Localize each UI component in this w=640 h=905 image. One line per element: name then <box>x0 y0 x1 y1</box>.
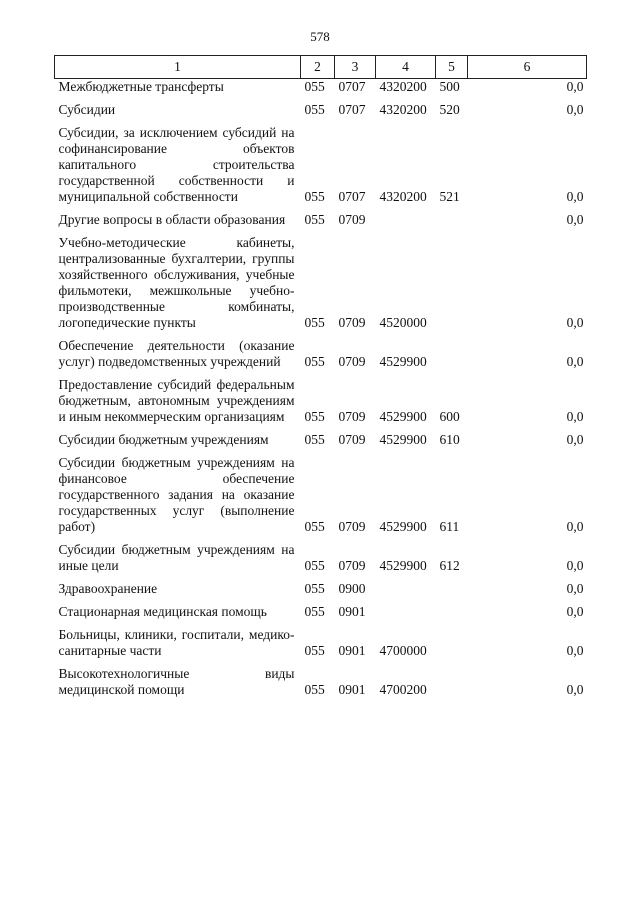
col-2-cell: 055 <box>304 519 325 534</box>
table-row <box>55 125 587 205</box>
row-spacer-cell <box>55 574 587 581</box>
col-4-cell <box>376 212 436 228</box>
row-spacer-cell <box>55 620 587 627</box>
col-3-cell: 0901 <box>338 604 366 619</box>
col-4-cell: 4320200 <box>379 189 427 204</box>
col-2-cell: 055 <box>304 604 325 619</box>
row-name-cell: Здравоохранение <box>58 581 158 596</box>
table-row <box>55 666 587 698</box>
col-5-cell: 500 <box>439 79 460 94</box>
row-spacer <box>55 574 587 581</box>
col-3-cell: 0707 <box>338 189 366 204</box>
amount-cell: 0,0 <box>566 643 584 658</box>
col-3-cell: 0709 <box>338 558 366 573</box>
col-5-cell: 520 <box>439 102 460 117</box>
col-3-cell: 0709 <box>338 519 366 534</box>
row-name-cell: Другие вопросы в области образования <box>58 212 286 227</box>
table-row <box>55 102 587 118</box>
header-col-6: 6 <box>468 56 587 79</box>
table-row <box>55 377 587 425</box>
table-body <box>55 79 587 699</box>
row-name-cell: Субсидии <box>58 102 116 117</box>
col-2-cell: 055 <box>304 643 325 658</box>
row-spacer <box>55 425 587 432</box>
col-5-cell: 521 <box>439 189 460 204</box>
header-col-4: 4 <box>376 56 436 79</box>
col-5-cell <box>436 666 468 698</box>
col-4-cell: 4529900 <box>379 354 427 369</box>
table-row <box>55 604 587 620</box>
row-name-cell: Высокотехнологичные виды медицинской помощи <box>58 666 295 697</box>
amount-cell: 0,0 <box>566 604 584 619</box>
row-name-cell: Субсидии бюджетным учреждениям на финансовое обеспечение государственного задания на оказание государственных услуг (выполнение работ) <box>58 455 295 534</box>
row-spacer-cell <box>55 535 587 542</box>
row-spacer-cell <box>55 448 587 455</box>
col-2-cell: 055 <box>304 682 325 697</box>
col-2-cell: 055 <box>304 189 325 204</box>
col-5-cell <box>436 581 468 597</box>
col-4-cell: 4529900 <box>379 558 427 573</box>
row-spacer <box>55 331 587 338</box>
col-5-cell <box>436 627 468 659</box>
amount-cell: 0,0 <box>566 79 584 94</box>
col-4-cell: 4520000 <box>379 315 427 330</box>
col-3-cell: 0709 <box>338 432 366 447</box>
row-name-cell: Предоставление субсидий федеральным бюджетным, автономным учреждениям и иным некоммерческим организациям <box>58 377 295 424</box>
row-name-cell: Больницы, клиники, госпитали, медико-санитарные части <box>58 627 295 658</box>
col-2-cell: 055 <box>304 409 325 424</box>
row-spacer-cell <box>55 205 587 212</box>
col-2-cell: 055 <box>304 354 325 369</box>
row-spacer-cell <box>55 425 587 432</box>
table-row <box>55 455 587 535</box>
header-col-1: 1 <box>55 56 301 79</box>
table-row <box>55 79 587 96</box>
amount-cell: 0,0 <box>566 315 584 330</box>
row-spacer-cell <box>55 659 587 666</box>
row-name-cell: Стационарная медицинская помощь <box>58 604 267 619</box>
col-2-cell: 055 <box>304 102 325 117</box>
budget-table <box>54 55 587 698</box>
col-3-cell: 0901 <box>338 682 366 697</box>
col-4-cell: 4320200 <box>379 79 427 94</box>
col-5-cell: 600 <box>439 409 460 424</box>
col-3-cell: 0900 <box>338 581 366 596</box>
amount-cell: 0,0 <box>566 432 584 447</box>
row-spacer <box>55 370 587 377</box>
row-spacer <box>55 535 587 542</box>
row-spacer-cell <box>55 118 587 125</box>
col-5-cell: 610 <box>439 432 460 447</box>
col-2-cell: 055 <box>304 558 325 573</box>
header-col-2: 2 <box>301 56 335 79</box>
row-spacer-cell <box>55 331 587 338</box>
amount-cell: 0,0 <box>566 189 584 204</box>
col-3-cell: 0707 <box>338 79 366 94</box>
table-row <box>55 338 587 370</box>
col-5-cell: 612 <box>439 558 460 573</box>
row-spacer <box>55 659 587 666</box>
row-spacer-cell <box>55 95 587 102</box>
amount-cell: 0,0 <box>566 682 584 697</box>
table-row <box>55 542 587 574</box>
header-col-3: 3 <box>335 56 376 79</box>
row-spacer <box>55 95 587 102</box>
col-3-cell: 0709 <box>338 212 366 227</box>
row-spacer-cell <box>55 370 587 377</box>
col-4-cell: 4700200 <box>379 682 427 697</box>
table-row <box>55 432 587 448</box>
row-name-cell: Субсидии бюджетным учреждениям на иные цели <box>58 542 295 573</box>
amount-cell: 0,0 <box>566 409 584 424</box>
col-2-cell: 055 <box>304 79 325 94</box>
table-row <box>55 581 587 597</box>
row-name-cell: Межбюджетные трансферты <box>58 79 224 94</box>
col-3-cell: 0709 <box>338 315 366 330</box>
row-spacer-cell <box>55 597 587 604</box>
table-row <box>55 212 587 228</box>
col-4-cell: 4320200 <box>379 102 427 117</box>
amount-cell: 0,0 <box>566 558 584 573</box>
col-5-cell: 611 <box>439 519 460 534</box>
table-row <box>55 235 587 331</box>
table-row <box>55 627 587 659</box>
header-col-5: 5 <box>436 56 468 79</box>
amount-cell: 0,0 <box>566 212 584 227</box>
row-spacer <box>55 597 587 604</box>
amount-cell: 0,0 <box>566 102 584 117</box>
col-3-cell: 0707 <box>338 102 366 117</box>
col-4-cell: 4529900 <box>379 519 427 534</box>
row-spacer <box>55 448 587 455</box>
col-3-cell: 0709 <box>338 409 366 424</box>
col-4-cell: 4700000 <box>379 643 427 658</box>
col-5-cell <box>436 338 468 370</box>
col-2-cell: 055 <box>304 212 325 227</box>
row-spacer <box>55 118 587 125</box>
row-name-cell: Субсидии, за исключением субсидий на софинансирование объектов капитального строительства государственной собственности и муниципальной собственности <box>58 125 295 204</box>
col-4-cell <box>376 604 436 620</box>
col-5-cell <box>436 212 468 228</box>
col-4-cell: 4529900 <box>379 432 427 447</box>
row-name-cell: Субсидии бюджетным учреждениям <box>58 432 269 447</box>
col-2-cell: 055 <box>304 315 325 330</box>
row-spacer <box>55 205 587 212</box>
row-spacer <box>55 620 587 627</box>
col-3-cell: 0709 <box>338 354 366 369</box>
col-5-cell <box>436 604 468 620</box>
page-number: 578 <box>310 29 330 44</box>
col-4-cell <box>376 581 436 597</box>
col-5-cell <box>436 235 468 331</box>
row-name-cell: Обеспечение деятельности (оказание услуг) подведомственных учреждений <box>58 338 295 369</box>
row-name-cell: Учебно-методические кабинеты, централизованные бухгалтерии, группы хозяйственного обслуживания, учебные фильмотеки, межшкольные учебно-производственные комбинаты, логопедические пункты <box>58 235 295 330</box>
col-3-cell: 0901 <box>338 643 366 658</box>
amount-cell: 0,0 <box>566 354 584 369</box>
header-row <box>55 56 587 79</box>
col-2-cell: 055 <box>304 432 325 447</box>
amount-cell: 0,0 <box>566 581 584 596</box>
col-2-cell: 055 <box>304 581 325 596</box>
row-spacer-cell <box>55 228 587 235</box>
amount-cell: 0,0 <box>566 519 584 534</box>
col-4-cell: 4529900 <box>379 409 427 424</box>
row-spacer <box>55 228 587 235</box>
